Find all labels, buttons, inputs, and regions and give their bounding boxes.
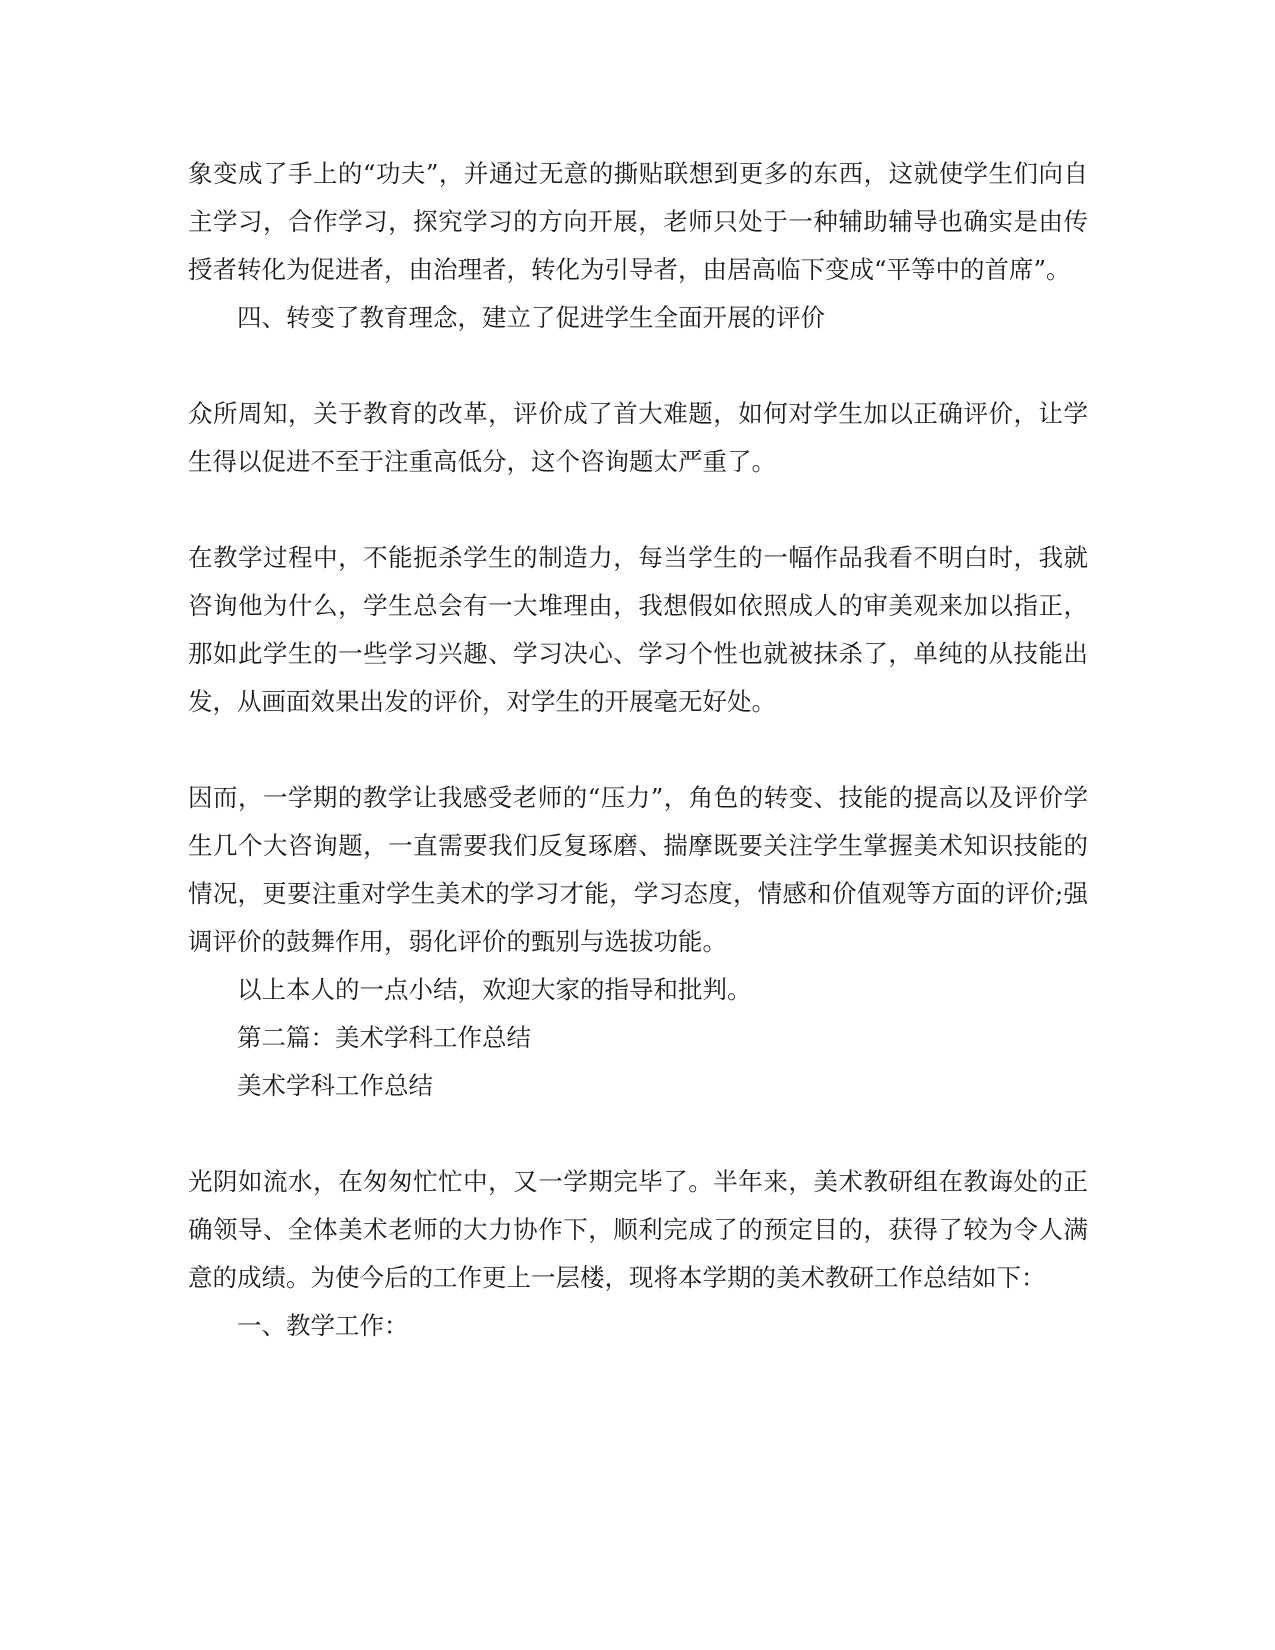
section-heading-teaching-work: 一、教学工作： [237,1311,409,1340]
paragraph-summary-intro: 光阴如流水，在匆匆忙忙中，又一学期完毕了。半年来，美术教研组在教诲处的正确领导、全体美术老师的大力协作下，顺利完成了的预定目的，获得了较为令人满意的成绩。为使今后的工作更上一层楼，现将本学期的美术教研工作总结如下： [188,1167,1088,1292]
paragraph-continuation: 象变成了手上的“功夫”，并通过无意的撕贴联想到更多的东西，这就使学生们向自主学习，合作学习，探究学习的方向开展，老师只处于一种辅助辅导也确实是由传授者转化为促进者，由治理者，转化为引导者，由居高临下变成“平等中的首席”。 [188,159,1088,284]
chapter-title: 第二篇：美术学科工作总结 [237,1023,531,1052]
document-body [188,150,1088,1350]
paragraph-evaluation-intro: 众所周知，关于教育的改革，评价成了首大难题，如何对学生加以正确评价，让学生得以促进不至于注重高低分，这个咨询题太严重了。 [188,399,1088,476]
paragraph-conclusion: 因而，一学期的教学让我感受老师的“压力”，角色的转变、技能的提高以及评价学生几个大咨询题，一直需要我们反复琢磨、揣摩既要关注学生掌握美术知识技能的情况，更要注重对学生美术的学习才能，学习态度，情感和价值观等方面的评价;强调评价的鼓舞作用，弱化评价的甄别与选拔功能。 [188,783,1088,956]
section-heading-evaluation: 四、转变了教育理念，建立了促进学生全面开展的评价 [237,303,825,332]
chapter-subtitle: 美术学科工作总结 [237,1071,433,1100]
paragraph-teaching-process: 在教学过程中，不能扼杀学生的制造力，每当学生的一幅作品我看不明白时，我就咨询他为什么，学生总会有一大堆理由，我想假如依照成人的审美观来加以指正，那如此学生的一些学习兴趣、学习决心、学习个性也就被抹杀了，单纯的从技能出发，从画面效果出发的评价，对学生的开展毫无好处。 [188,543,1088,716]
paragraph-closing-remark: 以上本人的一点小结，欢迎大家的指导和批判。 [237,975,752,1004]
